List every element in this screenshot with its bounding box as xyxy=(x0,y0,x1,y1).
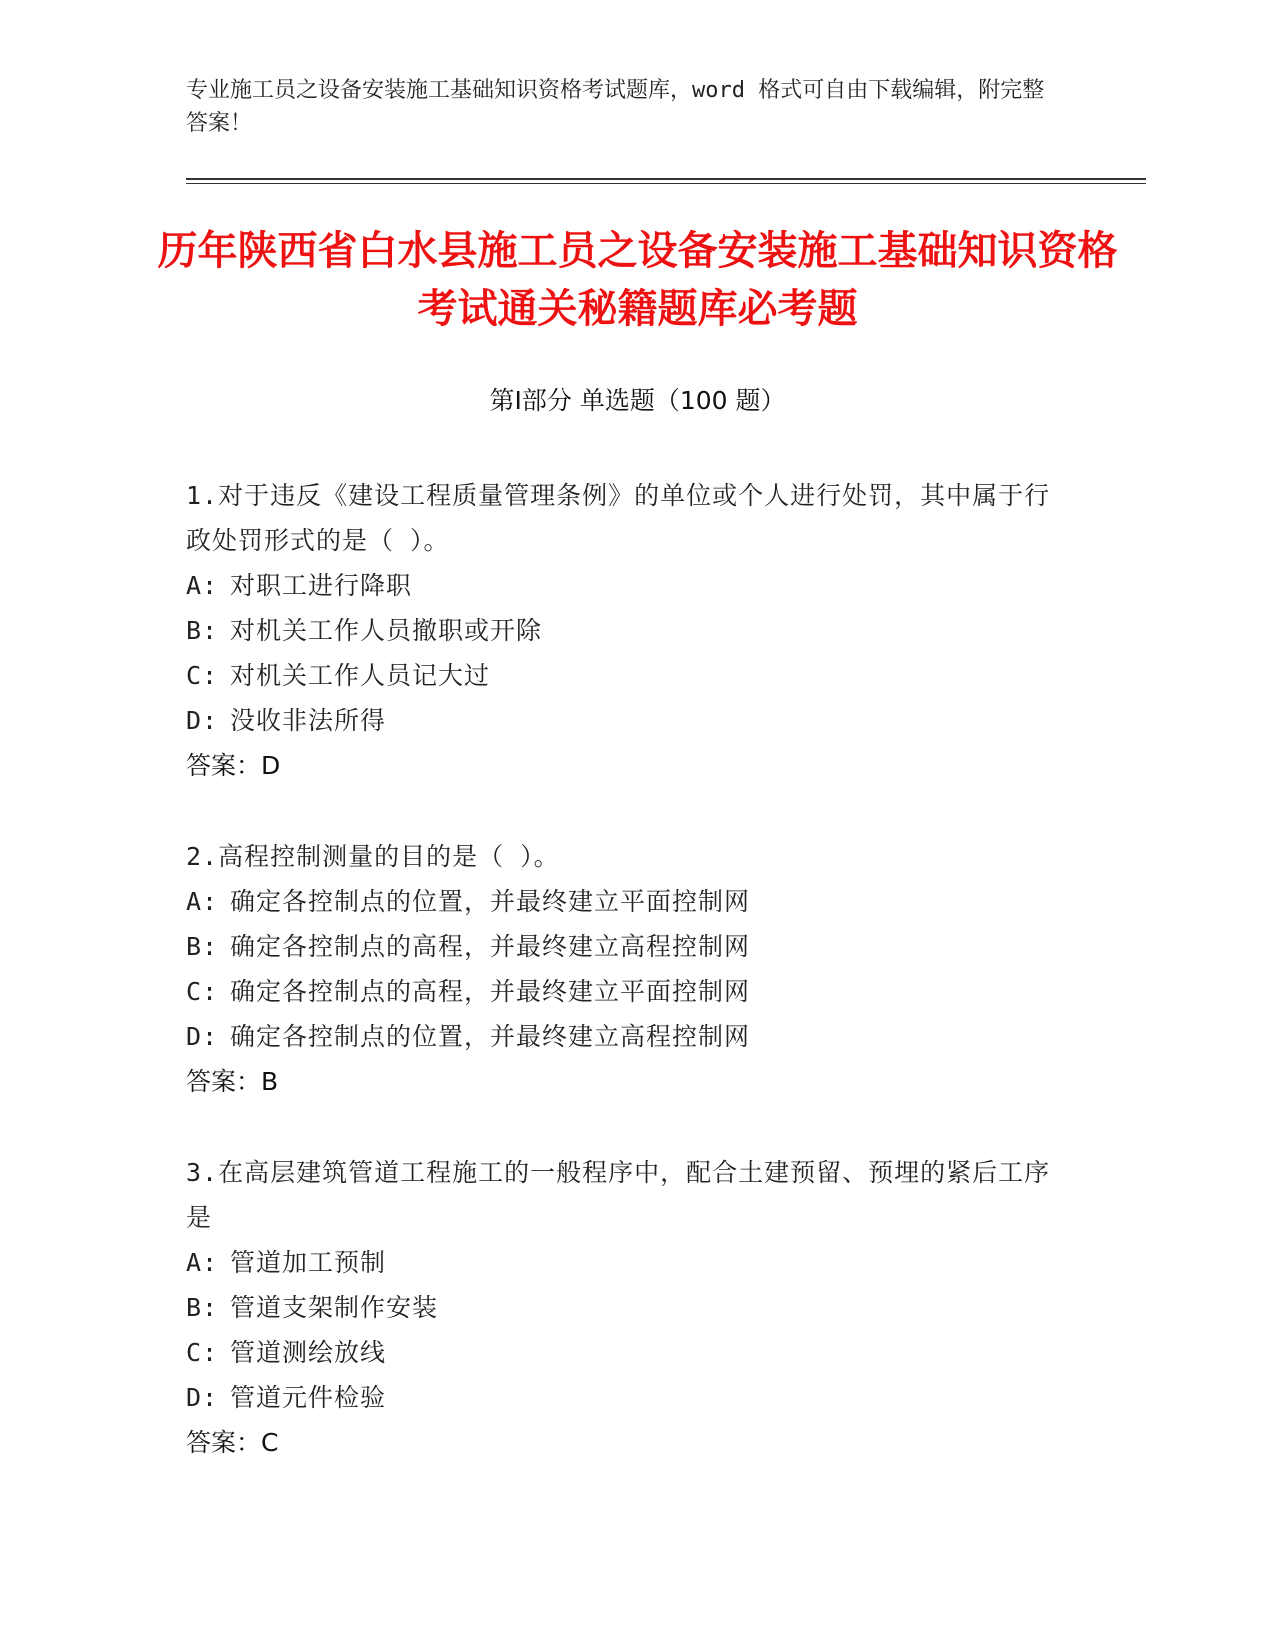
header-divider-thick xyxy=(186,178,1146,180)
answer-line: 答案：B xyxy=(186,1067,279,1096)
option-letter: C: xyxy=(186,661,219,690)
option-letter: C: xyxy=(186,1338,219,1367)
option-letter: D: xyxy=(186,1022,219,1051)
option-text: 管道测绘放线 xyxy=(230,1338,387,1367)
option-a xyxy=(186,1240,1066,1285)
option-d xyxy=(186,698,1066,743)
option-c xyxy=(186,653,1066,698)
option-letter: B: xyxy=(186,616,219,645)
option-text: 管道元件检验 xyxy=(230,1383,387,1412)
option-c xyxy=(186,1330,1066,1375)
option-b xyxy=(186,608,1066,653)
answer-line: 答案：D xyxy=(186,751,281,780)
option-text: 确定各控制点的高程，并最终建立高程控制网 xyxy=(230,932,751,961)
question-2 xyxy=(186,834,1066,1104)
answer-line: 答案：C xyxy=(186,1428,279,1457)
option-letter: D: xyxy=(186,1383,219,1412)
option-letter: A: xyxy=(186,571,219,600)
option-letter: A: xyxy=(186,1248,219,1277)
option-text: 管道支架制作安装 xyxy=(230,1293,439,1322)
option-letter: B: xyxy=(186,932,219,961)
option-text: 确定各控制点的高程，并最终建立平面控制网 xyxy=(230,977,751,1006)
option-a xyxy=(186,879,1066,924)
section-heading: 第Ⅰ部分 单选题（100 题） xyxy=(489,386,786,415)
option-letter: D: xyxy=(186,706,219,735)
option-text: 确定各控制点的位置，并最终建立高程控制网 xyxy=(230,1022,751,1051)
question-3 xyxy=(186,1150,1066,1465)
question-list xyxy=(186,473,1066,1511)
question-stem: 3.在高层建筑管道工程施工的一般程序中，配合土建预留、预埋的紧后工序是 xyxy=(186,1158,1051,1232)
option-letter: B: xyxy=(186,1293,219,1322)
option-text: 没收非法所得 xyxy=(230,706,387,735)
option-letter: C: xyxy=(186,977,219,1006)
option-b xyxy=(186,924,1066,969)
question-1 xyxy=(186,473,1066,788)
option-text: 对机关工作人员撤职或开除 xyxy=(230,616,543,645)
option-text: 对机关工作人员记大过 xyxy=(230,661,491,690)
option-a xyxy=(186,563,1066,608)
option-b xyxy=(186,1285,1066,1330)
question-stem: 2.高程控制测量的目的是（ ）。 xyxy=(186,842,560,871)
option-text: 确定各控制点的位置，并最终建立平面控制网 xyxy=(230,887,751,916)
header-divider-thin xyxy=(186,183,1146,184)
document-title: 历年陕西省白水县施工员之设备安装施工基础知识资格考试通关秘籍题库必考题 xyxy=(157,228,1118,332)
option-d xyxy=(186,1014,1066,1059)
header-note: 专业施工员之设备安装施工基础知识资格考试题库，word 格式可自由下载编辑，附完整答案！ xyxy=(186,78,1045,136)
option-c xyxy=(186,969,1066,1014)
option-text: 管道加工预制 xyxy=(230,1248,387,1277)
question-stem: 1.对于违反《建设工程质量管理条例》的单位或个人进行处罚，其中属于行政处罚形式的是（ ）。 xyxy=(186,481,1051,555)
option-text: 对职工进行降职 xyxy=(230,571,413,600)
option-letter: A: xyxy=(186,887,219,916)
option-d xyxy=(186,1375,1066,1420)
